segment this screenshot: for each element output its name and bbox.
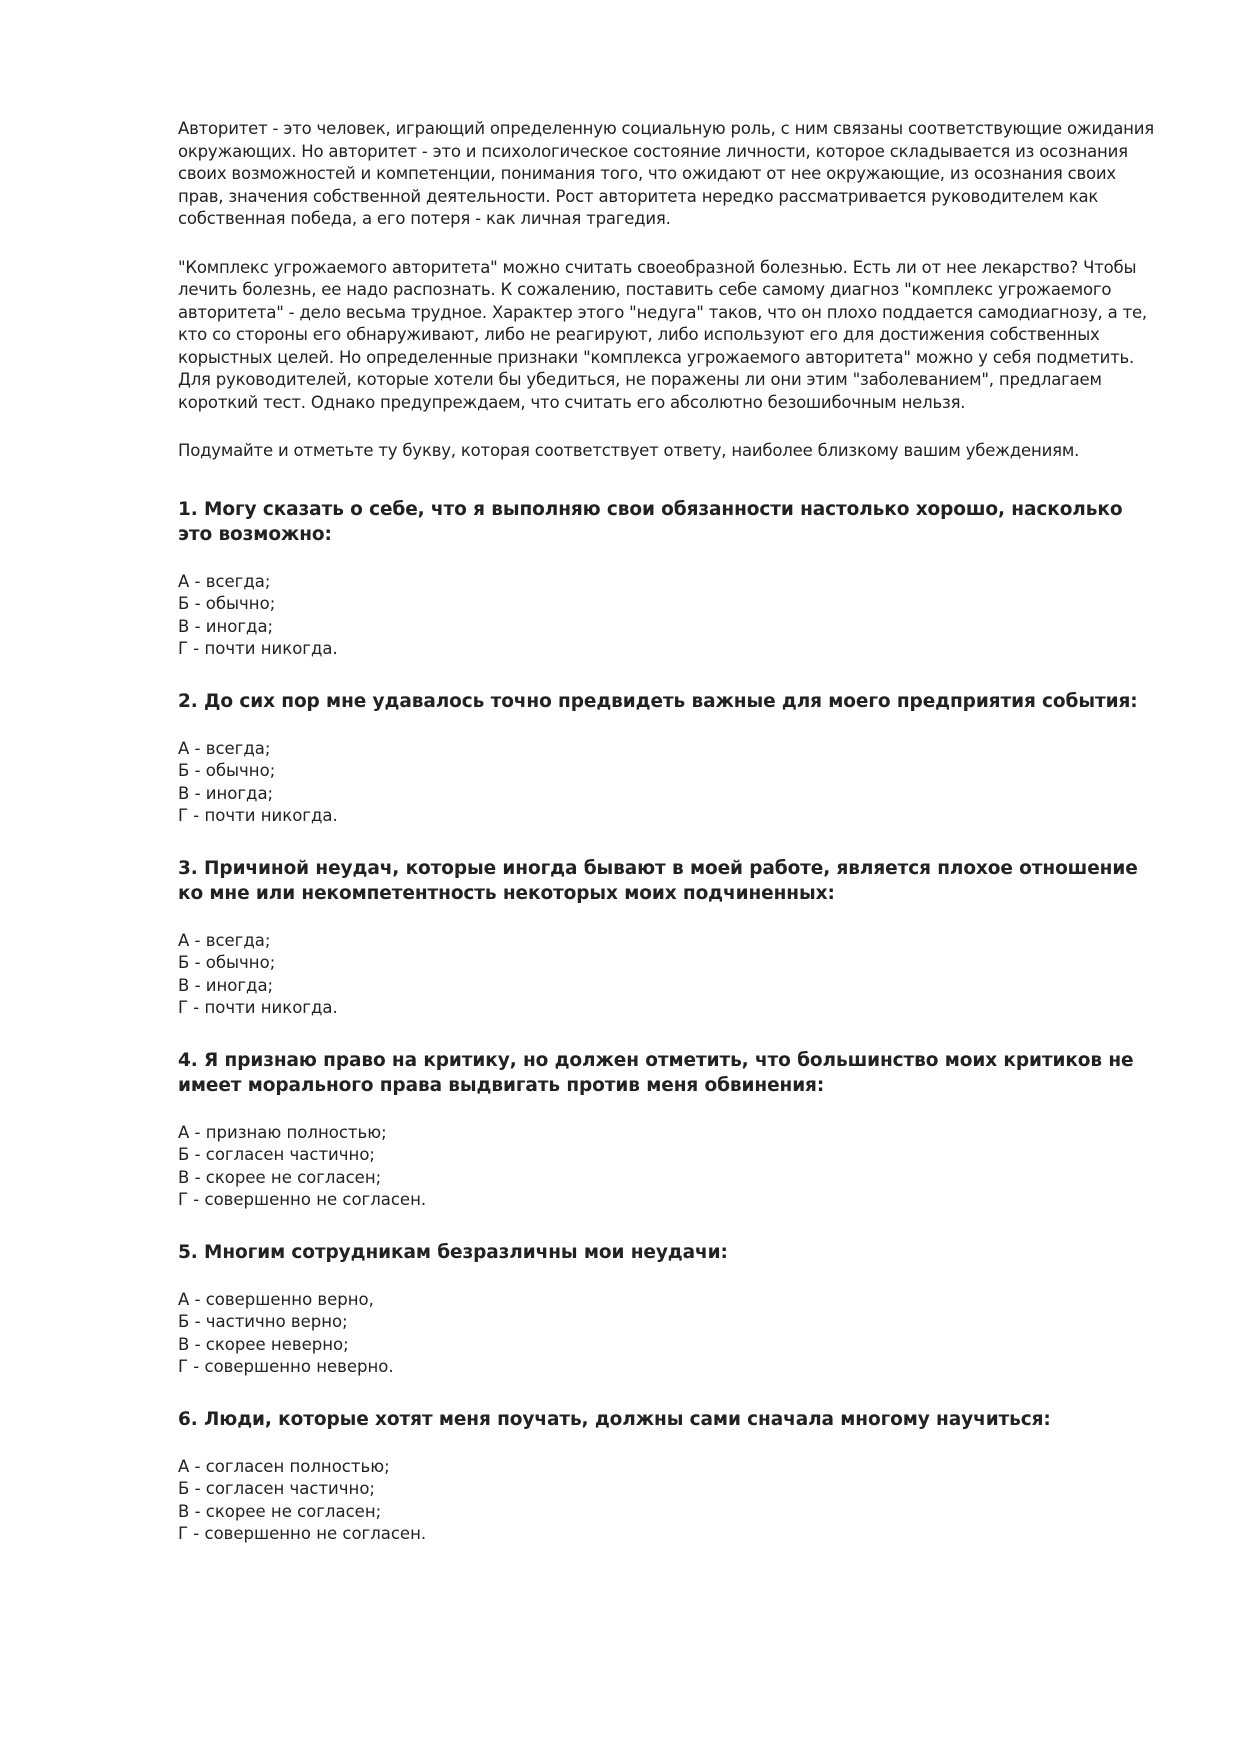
answer-option: Б - обычно; <box>178 594 276 613</box>
answer-options <box>178 1456 1158 1546</box>
answer-options <box>178 1122 1158 1212</box>
answer-option: Б - обычно; <box>178 761 276 780</box>
intro-paragraph: Авторитет - это человек, играющий определенную социальную роль, с ним связаны соответствующие ожидания окружающих. Но авторитет - это и психологическое состояние личности, которое складывается из осознания своих возможностей и компетенции, понимания того, что ожидают от нее окружающие, из осознания своих прав, значения собственной деятельности. Рост авторитета нередко рассматривается руководителем как собственная победа, а его потеря - как личная трагедия. <box>178 119 1154 228</box>
answer-option: Г - почти никогда. <box>178 998 338 1017</box>
answer-option: Г - совершенно не согласен. <box>178 1524 427 1543</box>
answer-options <box>178 571 1158 661</box>
question-4 <box>178 1048 1158 1212</box>
question-title: 6. Люди, которые хотят меня поучать, должны сами сначала многому научиться: <box>178 1408 1051 1430</box>
answer-option: В - скорее не согласен; <box>178 1501 382 1521</box>
answer-option: В - иногда; <box>178 975 274 995</box>
intro-paragraph: "Комплекс угрожаемого авторитета" можно считать своеобразной болезнью. Есть ли от нее лекарство? Чтобы лечить болезнь, ее надо распознать. К сожалению, поставить себе самому диагноз "комплекс угрожаемого авторитета" - дело весьма трудное. Характер этого "недуга" таков, что он плохо поддается самодиагнозу, а те, кто со стороны его обнаруживают, либо не реагируют, либо используют его для достижения собственных корыстных целей. Но определенные признаки "комплекса угрожаемого авторитета" можно у себя подметить. Для руководителей, которые хотели бы убедиться, не поражены ли они этим "заболеванием", предлагаем короткий тест. Однако предупреждаем, что считать его абсолютно безошибочным нельзя. <box>178 257 1147 412</box>
answer-options <box>178 1289 1158 1379</box>
question-title: 3. Причиной неудач, которые иногда бывают в моей работе, является плохое отношение ко мне или некомпетентность некоторых моих подчиненных: <box>178 857 1138 904</box>
document-page <box>178 118 1158 1574</box>
question-6 <box>178 1407 1158 1546</box>
answer-option: Б - частично верно; <box>178 1312 348 1331</box>
intro-section <box>178 118 1158 463</box>
answer-options <box>178 930 1158 1020</box>
answer-option: А - согласен полностью; <box>178 1456 390 1476</box>
question-5 <box>178 1240 1158 1379</box>
answer-option: В - иногда; <box>178 783 274 803</box>
instructions-paragraph: Подумайте и отметьте ту букву, которая соответствует ответу, наиболее близкому вашим убеждениям. <box>178 441 1080 460</box>
answer-option: А - всегда; <box>178 738 271 758</box>
question-title: 4. Я признаю право на критику, но должен отметить, что большинство моих критиков не имеет морального права выдвигать против меня обвинения: <box>178 1049 1134 1096</box>
question-title: 1. Могу сказать о себе, что я выполняю свои обязанности настолько хорошо, насколько это возможно: <box>178 498 1123 545</box>
answer-option: А - всегда; <box>178 571 271 591</box>
answer-option: Б - согласен частично; <box>178 1145 375 1164</box>
answer-option: Б - согласен частично; <box>178 1479 375 1498</box>
question-title: 2. До сих пор мне удавалось точно предвидеть важные для моего предприятия события: <box>178 690 1138 712</box>
answer-option: Г - совершенно неверно. <box>178 1357 394 1376</box>
answer-option: Б - обычно; <box>178 953 276 972</box>
question-2 <box>178 689 1158 828</box>
answer-option: В - скорее не согласен; <box>178 1167 382 1187</box>
answer-option: А - совершенно верно, <box>178 1289 374 1309</box>
question-title: 5. Многим сотрудникам безразличны мои неудачи: <box>178 1241 728 1263</box>
question-1 <box>178 497 1158 661</box>
question-3 <box>178 856 1158 1020</box>
answer-option: Г - почти никогда. <box>178 639 338 658</box>
answer-option: А - всегда; <box>178 930 271 950</box>
answer-option: Г - почти никогда. <box>178 806 338 825</box>
answer-options <box>178 738 1158 828</box>
answer-option: В - скорее неверно; <box>178 1334 349 1354</box>
answer-option: А - признаю полностью; <box>178 1122 387 1142</box>
answer-option: Г - совершенно не согласен. <box>178 1190 427 1209</box>
answer-option: В - иногда; <box>178 616 274 636</box>
